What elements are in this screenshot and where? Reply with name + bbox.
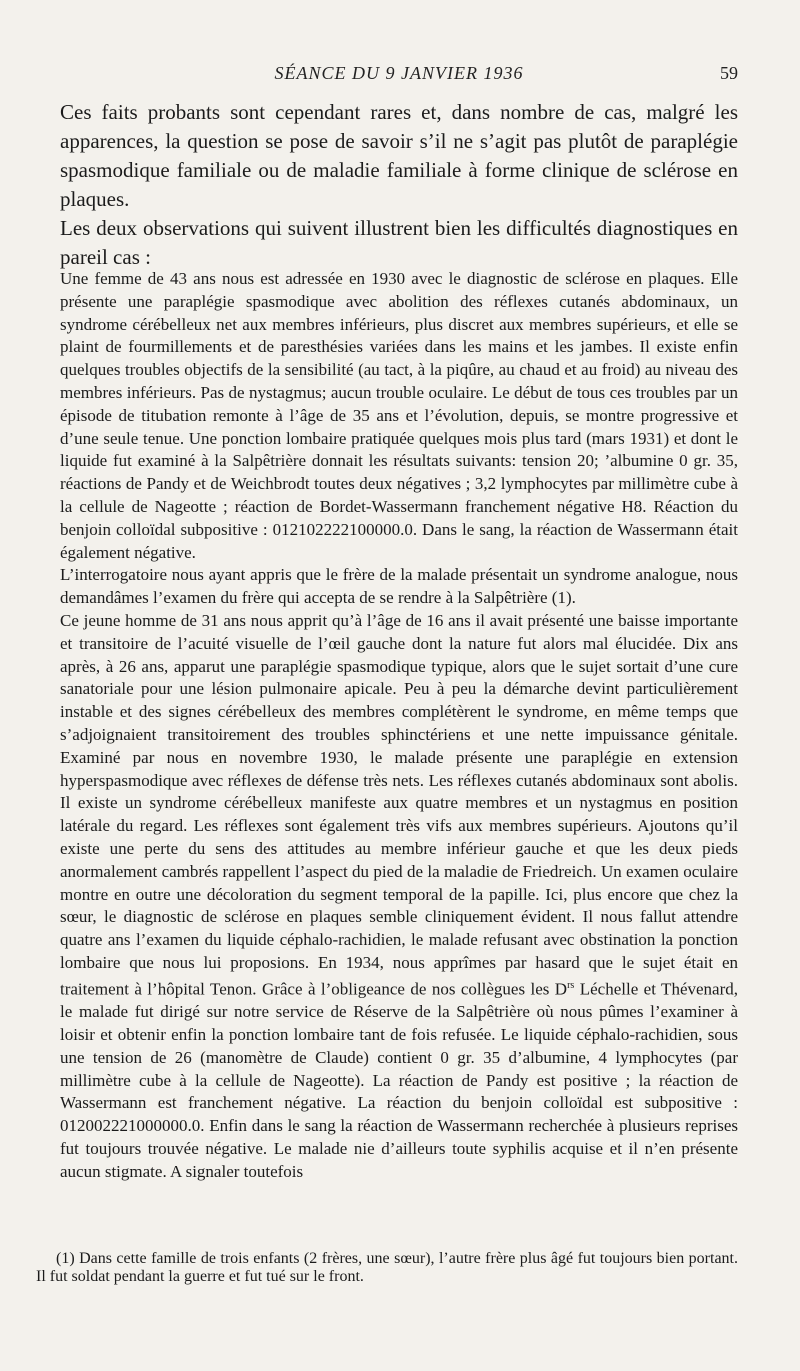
intro-paragraph-2: Les deux observations qui suivent illustrent bien les difficultés diagnostiques en pareil cas :: [60, 216, 738, 269]
observation-section: [60, 268, 738, 1184]
observation-paragraph-3-part-b: Léchelle et Thévenard, le malade fut dirigé sur notre service de Réserve de la Salpêtrière où nous pûmes l’examiner à loisir et obtenir enfin la ponction lombaire tant de fois refusée. Le liquide céphalo-rachidien, sous une tension de 26 (manomètre de Claude) contient 0 gr. 35 d’albumine, 4 lymphocytes (par millimètre cube à la cellule de Nageotte). La réaction de Pandy est positive ; la réaction de Wassermann est franchement négative. La réaction du benjoin colloïdal est subpositive : 012002221000000.0. Enfin dans le sang la réaction de Wassermann recherchée à plusieurs reprises fut toujours trouvée négative. Le malade nie d’ailleurs toute syphilis acquise et il n’en présente aucun stigmate. A signaler toutefois: [60, 979, 738, 1181]
observation-paragraph-3-part-a: Ce jeune homme de 31 ans nous apprit qu’à l’âge de 16 ans il avait présenté une baisse importante et transitoire de l’acuité visuelle de l’œil gauche dont la nature fut alors mal élucidée. Dix ans après, à 26 ans, apparut une paraplégie spasmodique typique, alors que le sujet sortait d’une cure sanatoriale pour une lésion pulmonaire apicale. Peu à peu la démarche devint particulièrement instable et des signes cérébelleux des membres complétèrent le syndrome, en même temps que s’adjoignaient transitoirement des troubles sphinctériens et une nette impuissance génitale. Examiné par nous en novembre 1930, le malade présente une paraplégie en extension hyperspasmodique avec réflexes de défense très nets. Les réflexes cutanés abdominaux sont abolis. Il existe un syndrome cérébelleux manifeste aux quatre membres et un nystagmus en position latérale du regard. Les réflexes sont également très vifs aux membres supérieurs. Ajoutons qu’il existe une perte du sens des attitudes au membre inférieur gauche et que les deux pieds anormalement cambrés rappellent l’aspect du pied de la maladie de Friedreich. Un examen oculaire montre en outre une décoloration du segment temporal de la papille. Ici, plus encore que chez la sœur, le diagnostic de sclérose en plaques semble cliniquement évident. Il nous fallut attendre quatre ans l’examen du liquide céphalo-rachidien, le malade refusant avec obstination la ponction lombaire que nous lui proposions. En 1934, nous apprîmes par hasard que le sujet était en traitement à l’hôpital Tenon. Grâce à l’obligeance de nos collègues les D: [60, 610, 738, 999]
doctors-abbreviation-superscript: rs: [567, 979, 575, 991]
observation-paragraph-2: L’interrogatoire nous ayant appris que le frère de la malade présentait un syndrome analogue, nous demandâmes l’examen du frère qui accepta de se rendre à la Salpêtrière (1).: [60, 565, 738, 608]
observation-paragraph-3: [60, 610, 738, 1184]
footnote-text: (1) Dans cette famille de trois enfants (2 frères, une sœur), l’autre frère plus âgé fut toujours bien portant. Il fut soldat pendant la guerre et fut tué sur le front.: [36, 1250, 738, 1285]
page-header: [60, 63, 738, 87]
page-number: 59: [720, 63, 738, 83]
running-head: SÉANCE DU 9 JANVIER 1936: [274, 63, 524, 83]
observation-paragraph-1: Une femme de 43 ans nous est adressée en 1930 avec le diagnostic de sclérose en plaques. Elle présente une paraplégie spasmodique avec abolition des réflexes cutanés abdominaux, un syndrome cérébelleux net aux membres inférieurs, plus discret aux membres supérieurs, et elle se plaint de fourmillements et de paresthésies variées dans les mains et les jambes. Il existe enfin quelques troubles objectifs de la sensibilité (au tact, à la piqûre, au chaud et au froid) au niveau des membres inférieurs. Pas de nystagmus; aucun trouble oculaire. Le début de tous ces troubles par un épisode de titubation remonte à l’âge de 35 ans et l’évolution, depuis, se montre progressive et d’une seule tenue. Une ponction lombaire pratiquée quelques mois plus tard (mars 1931) et dont le liquide fut examiné à la Salpêtrière donnait les résultats suivants: tension 20; ’albumine 0 gr. 35, réactions de Pandy et de Weichbrodt toutes deux négatives ; 3,2 lymphocytes par millimètre cube à la cellule de Nageotte ; réaction de Bordet-Wassermann franchement négative H8. Réaction du benjoin colloïdal subpositive : 012102222100000.0. Dans le sang, la réaction de Wassermann était également négative.: [60, 269, 738, 562]
footnote: [36, 1250, 738, 1286]
intro-paragraph-1: Ces faits probants sont cependant rares et, dans nombre de cas, malgré les apparences, la question se pose de savoir s’il ne s’agit pas plutôt de paraplégie spasmodique familiale ou de maladie familiale à forme clinique de sclérose en plaques.: [60, 100, 738, 211]
intro-section: [60, 98, 738, 272]
